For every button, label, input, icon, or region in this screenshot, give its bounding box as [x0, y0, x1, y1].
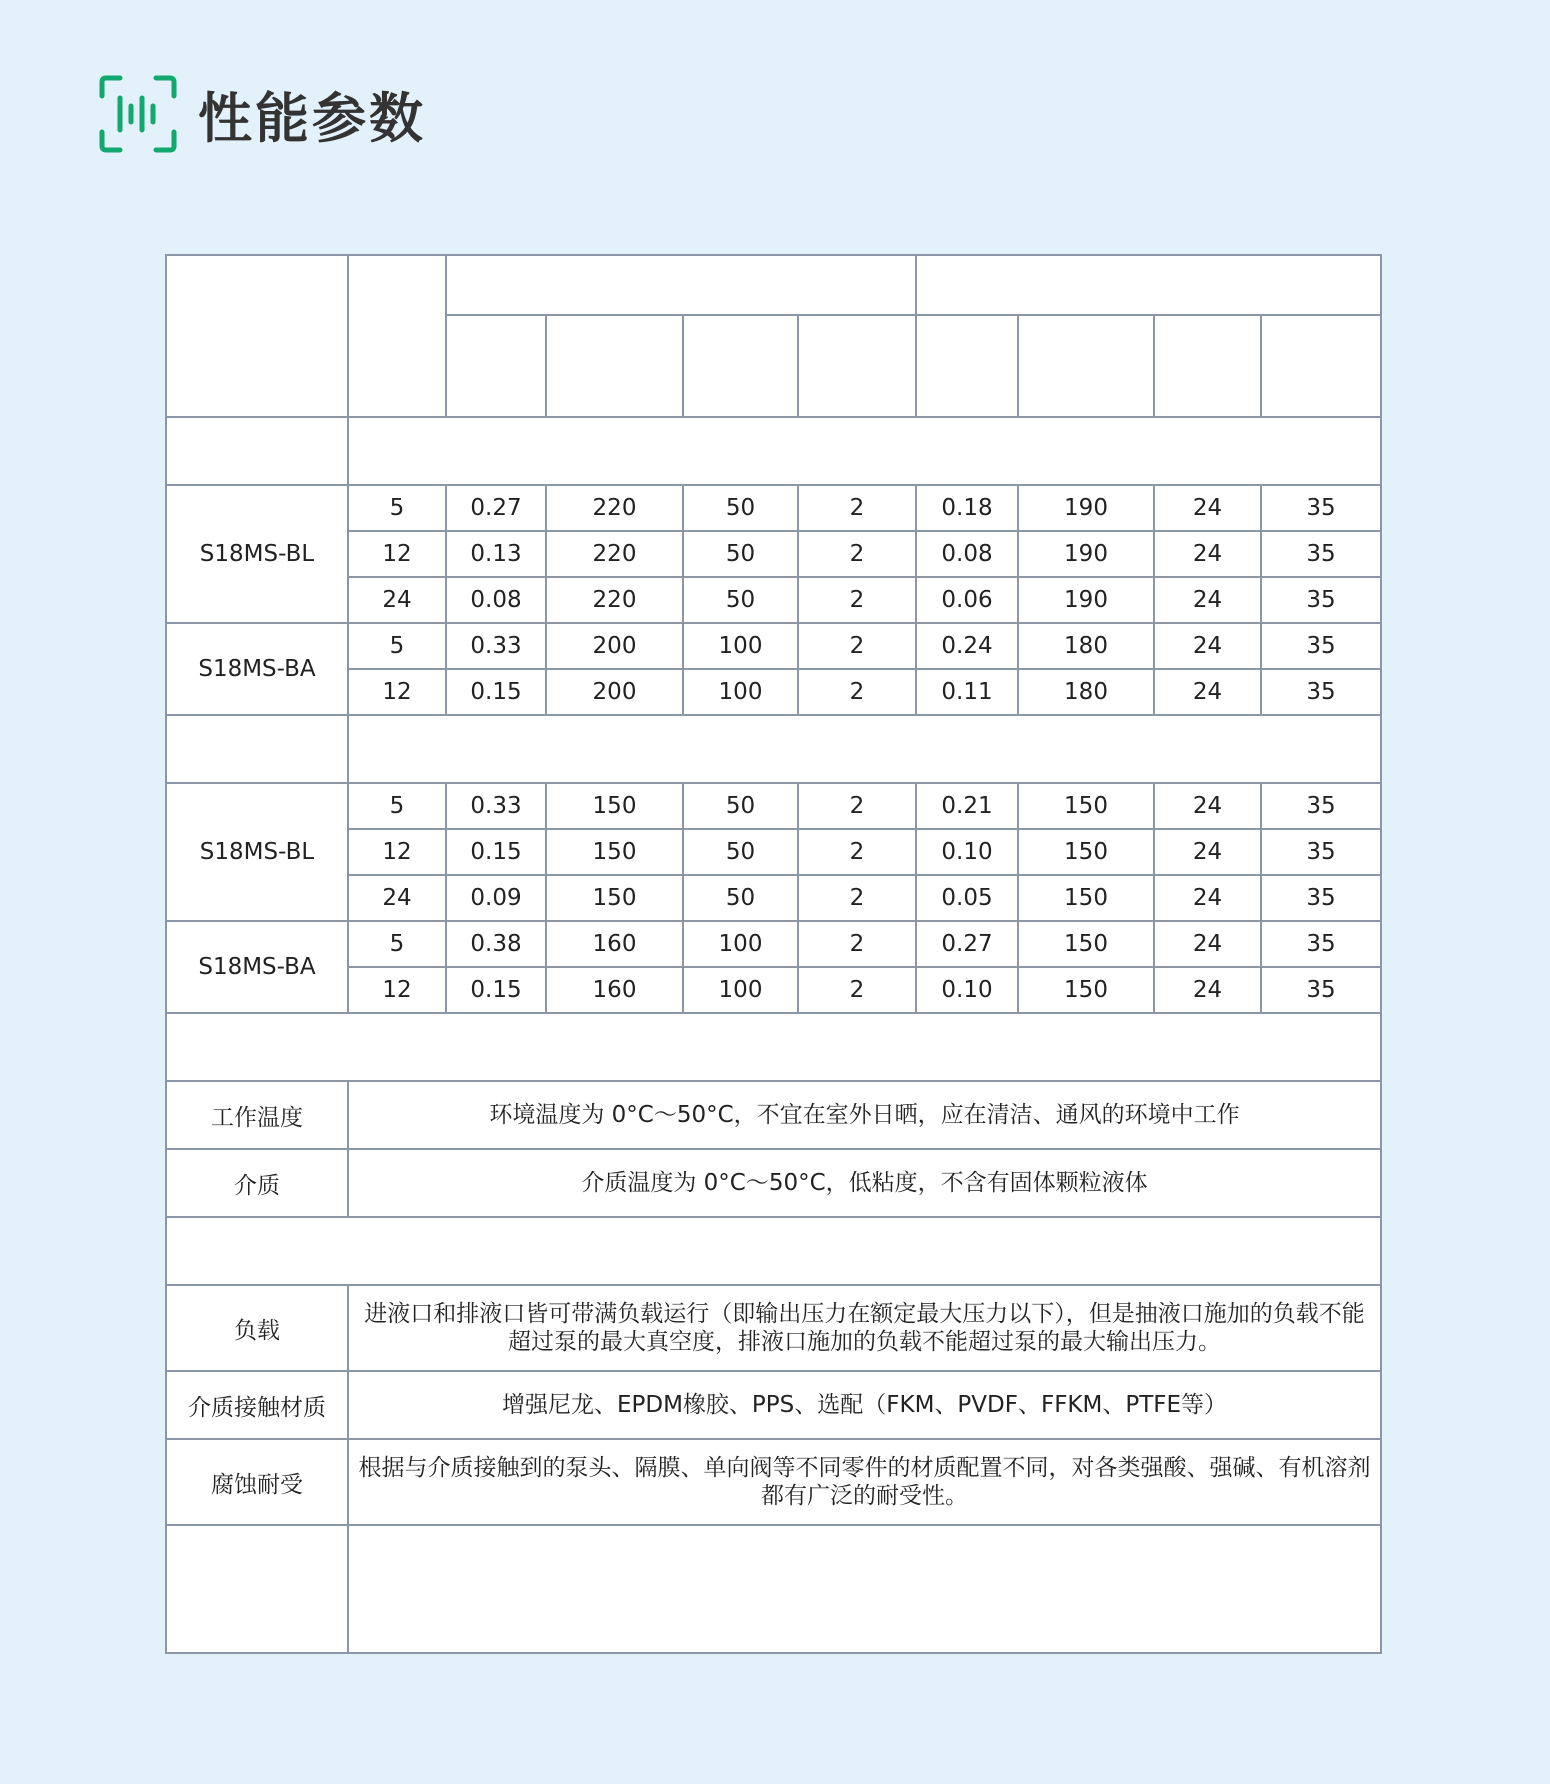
value-cell: 0.08: [916, 531, 1018, 577]
medium-label: 负载: [166, 1285, 348, 1371]
value-cell: 35: [1261, 669, 1381, 715]
medium-text: 增强尼龙、EPDM橡胶、PPS、选配（FKM、PVDF、FFKM、PTFE等）: [348, 1371, 1381, 1439]
header-liquid-col: 最大输 出压力 (kPa): [683, 315, 798, 417]
value-cell: 35: [1261, 875, 1381, 921]
header-liquid-group: 作液泵时: [446, 255, 916, 315]
model-name: S18MS-BL: [166, 783, 348, 921]
header-voltage: 电压 (V DC): [348, 255, 446, 417]
value-cell: 0.38: [446, 921, 546, 967]
value-cell: 100: [683, 669, 798, 715]
material-spec: 泵头：PPS: [721, 440, 841, 467]
value-cell: 100: [683, 623, 798, 669]
value-cell: 200: [546, 669, 683, 715]
value-cell: 35: [1261, 485, 1381, 531]
value-cell: 24: [1154, 967, 1261, 1013]
value-cell: 0.15: [446, 829, 546, 875]
condition-text: 介质温度为 0°C～50°C，低粘度，不含有固体颗粒液体: [348, 1149, 1381, 1217]
table-row: [166, 1081, 1381, 1149]
value-cell: 0.27: [916, 921, 1018, 967]
value-cell: 24: [1154, 829, 1261, 875]
condition-text: 环境温度为 0°C～50°C，不宜在室外日晒，应在清洁、通风的环境中工作: [348, 1081, 1381, 1149]
value-cell: 50: [683, 783, 798, 829]
table-row: [166, 485, 1381, 531]
series-materials: 隔膜：PTFE；单向阀：FFKM；泵头：PPS/PVDF。: [348, 715, 1381, 783]
value-cell: 2: [798, 783, 916, 829]
table-row: [166, 1285, 1381, 1371]
value-cell: 180: [1018, 669, 1154, 715]
value-cell: 150: [1018, 829, 1154, 875]
value-cell: 150: [546, 829, 683, 875]
value-cell: 150: [546, 875, 683, 921]
value-cell: 0.18: [916, 485, 1018, 531]
value-cell: 24: [1154, 669, 1261, 715]
condition-label: 介质: [166, 1149, 348, 1217]
value-cell: 160: [546, 967, 683, 1013]
value-cell: 35: [1261, 623, 1381, 669]
value-cell: 0.11: [916, 669, 1018, 715]
value-cell: 180: [1018, 623, 1154, 669]
value-cell: 0.09: [446, 875, 546, 921]
value-cell: 35: [1261, 829, 1381, 875]
value-cell: 35: [1261, 783, 1381, 829]
table-row: [166, 967, 1381, 1013]
table-row: [166, 669, 1381, 715]
model-name: S18MS-BA: [166, 623, 348, 715]
value-cell: 150: [1018, 967, 1154, 1013]
value-cell: 2: [798, 829, 916, 875]
spec-table: [165, 254, 1382, 1654]
section-title-conditions: 工况: [166, 1013, 1381, 1081]
table-row: [166, 255, 1381, 315]
value-cell: 24: [1154, 783, 1261, 829]
value-cell: 150: [1018, 875, 1154, 921]
value-cell: 12: [348, 829, 446, 875]
value-cell: 2: [798, 531, 916, 577]
table-row: [166, 1217, 1381, 1285]
value-cell: 2: [798, 875, 916, 921]
value-cell: 220: [546, 485, 683, 531]
material-spec: 隔膜：PTFE: [365, 738, 498, 765]
material-spec: 单向阀：FFKM: [520, 738, 686, 765]
value-cell: 150: [1018, 921, 1154, 967]
value-cell: 0.21: [916, 783, 1018, 829]
series-name: ES: [166, 417, 348, 485]
value-cell: 35: [1261, 921, 1381, 967]
model-name: S18MS-BA: [166, 921, 348, 1013]
value-cell: 0.08: [446, 577, 546, 623]
value-cell: 24: [348, 875, 446, 921]
table-row: [166, 1149, 1381, 1217]
value-cell: 35: [1261, 967, 1381, 1013]
header-vacuum-col: 相对 真空度 (-kPa): [1154, 315, 1261, 417]
value-cell: 200: [546, 623, 683, 669]
page-title: 性能参数: [198, 86, 426, 150]
value-cell: 24: [1154, 623, 1261, 669]
table-row: [166, 829, 1381, 875]
value-cell: 50: [683, 577, 798, 623]
series-materials: 隔膜：EPDM；单向阀：EPDM；泵头：PPS。: [348, 417, 1381, 485]
table-row: [166, 623, 1381, 669]
table-row: [166, 1013, 1381, 1081]
series-name: KS/KV: [166, 715, 348, 783]
value-cell: 190: [1018, 577, 1154, 623]
header-model: 型号: [166, 255, 348, 417]
value-cell: 12: [348, 531, 446, 577]
value-cell: 0.05: [916, 875, 1018, 921]
value-cell: 0.27: [446, 485, 546, 531]
table-row: [166, 1439, 1381, 1525]
value-cell: 0.15: [446, 669, 546, 715]
value-cell: 100: [683, 967, 798, 1013]
value-cell: 220: [546, 531, 683, 577]
value-cell: 190: [1018, 531, 1154, 577]
value-cell: 0.10: [916, 829, 1018, 875]
value-cell: 50: [683, 485, 798, 531]
value-cell: 0.10: [916, 967, 1018, 1013]
table-row: [166, 1371, 1381, 1439]
material-spec: 隔膜：EPDM: [365, 440, 509, 467]
value-cell: 0.15: [446, 967, 546, 1013]
table-row: [166, 577, 1381, 623]
material-spec: 泵头：PPS/PVDF: [708, 738, 906, 765]
header-liquid-col: 空载纯 水流量 (mL/min): [546, 315, 683, 417]
value-cell: 35: [1261, 577, 1381, 623]
header-vacuum-col: 平均 流量 (mL/min): [1018, 315, 1154, 417]
medium-text: 根据与介质接触到的泵头、隔膜、单向阀等不同零件的材质配置不同，对各类强酸、强碱、有机溶剂都有广泛的耐受性。: [348, 1439, 1381, 1525]
value-cell: 100: [683, 921, 798, 967]
value-cell: 12: [348, 669, 446, 715]
value-cell: 50: [683, 829, 798, 875]
value-cell: 220: [546, 577, 683, 623]
material-spec: 单向阀：EPDM: [531, 440, 699, 467]
value-cell: 0.13: [446, 531, 546, 577]
value-cell: 5: [348, 623, 446, 669]
header-liquid-col: 最大 吸程 (mWg): [798, 315, 916, 417]
value-cell: 0.33: [446, 783, 546, 829]
value-cell: 5: [348, 485, 446, 531]
order-text: 本系列产品根据零件质量、材质、电机、接头等的不同，具有丰富的搭配选项，订购时需注明需要购买何种搭配选项。 详情请咨询成都海霖科技有限公司或授权经销商: [348, 1525, 1381, 1653]
value-cell: 50: [683, 531, 798, 577]
value-cell: 190: [1018, 485, 1154, 531]
table-row: [166, 417, 1381, 485]
table-row: [166, 783, 1381, 829]
model-name: S18MS-BL: [166, 485, 348, 623]
value-cell: 2: [798, 623, 916, 669]
value-cell: 24: [1154, 577, 1261, 623]
value-cell: 2: [798, 485, 916, 531]
value-cell: 12: [348, 967, 446, 1013]
value-cell: 150: [546, 783, 683, 829]
value-cell: 50: [683, 875, 798, 921]
header-vacuum-col: 打气 压力 (kPa): [1261, 315, 1381, 417]
value-cell: 5: [348, 783, 446, 829]
value-cell: 35: [1261, 531, 1381, 577]
medium-label: 介质接触材质: [166, 1371, 348, 1439]
value-cell: 2: [798, 577, 916, 623]
value-cell: 2: [798, 669, 916, 715]
condition-label: 工作温度: [166, 1081, 348, 1149]
value-cell: 5: [348, 921, 446, 967]
value-cell: 24: [1154, 921, 1261, 967]
header-vacuum-group: 作真空气泵时: [916, 255, 1381, 315]
section-title-medium: 介质: [166, 1217, 1381, 1285]
medium-text: 进液口和排液口皆可带满负载运行（即输出压力在额定最大压力以下），但是抽液口施加的负载不能超过泵的最大真空度，排液口施加的负载不能超过泵的最大输出压力。: [348, 1285, 1381, 1371]
table-row: [166, 531, 1381, 577]
value-cell: 160: [546, 921, 683, 967]
header-liquid-col: 负载 电流 (A): [446, 315, 546, 417]
table-row: [166, 875, 1381, 921]
header-vacuum-col: 负载 电流 (A): [916, 315, 1018, 417]
value-cell: 24: [1154, 531, 1261, 577]
value-cell: 150: [1018, 783, 1154, 829]
value-cell: 2: [798, 967, 916, 1013]
order-label: 订购信息: [166, 1525, 348, 1653]
table-row: [166, 715, 1381, 783]
value-cell: 0.33: [446, 623, 546, 669]
value-cell: 0.06: [916, 577, 1018, 623]
value-cell: 24: [1154, 485, 1261, 531]
table-row: [166, 921, 1381, 967]
page-header: [98, 74, 426, 154]
value-cell: 24: [1154, 875, 1261, 921]
value-cell: 24: [348, 577, 446, 623]
value-cell: 0.24: [916, 623, 1018, 669]
table-row: [166, 1525, 1381, 1653]
value-cell: 2: [798, 921, 916, 967]
medium-label: 腐蚀耐受: [166, 1439, 348, 1525]
barcode-scan-icon: [98, 74, 178, 154]
